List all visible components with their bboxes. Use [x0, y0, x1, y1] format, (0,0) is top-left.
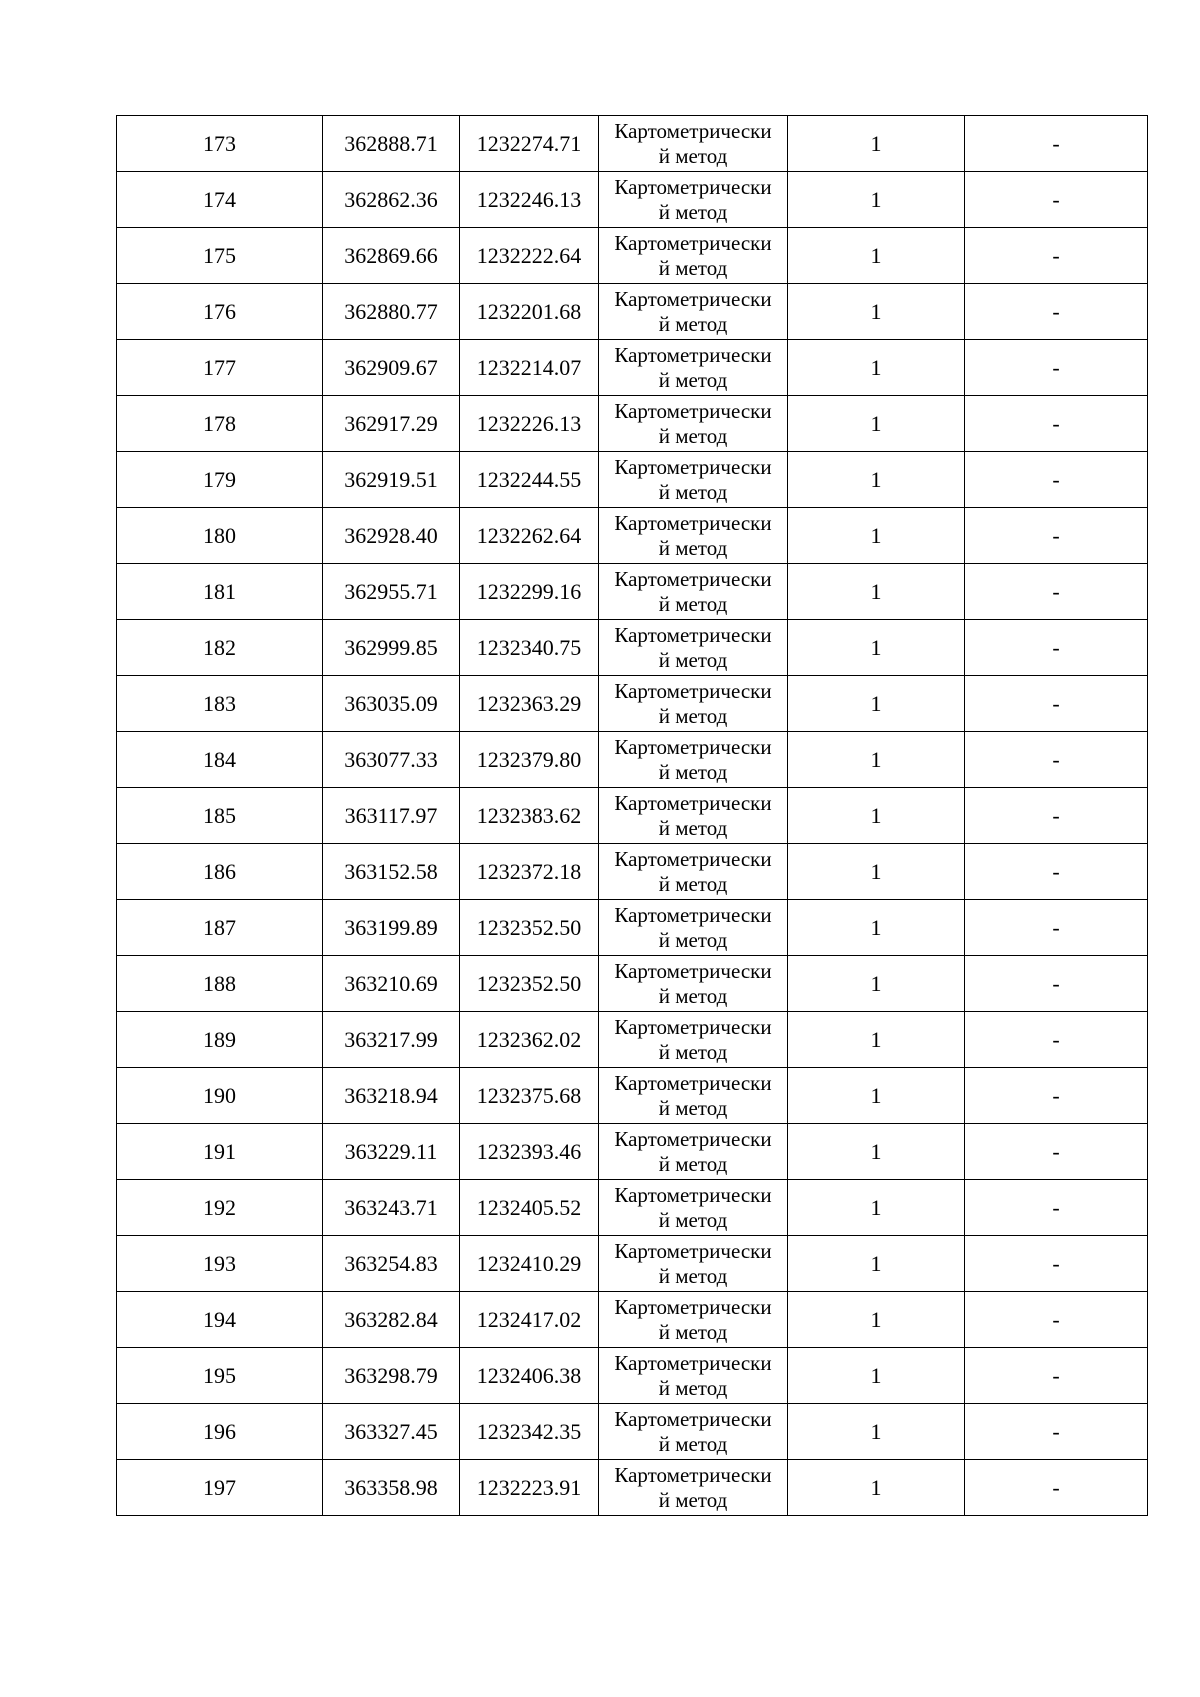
method-text-line-2: й метод [658, 1375, 728, 1400]
table-row [117, 172, 1148, 228]
y-coordinate-cell: 1232262.64 [460, 508, 599, 564]
accuracy-cell: 1 [788, 1292, 965, 1348]
note-cell: - [965, 1292, 1148, 1348]
point-number-cell: 184 [117, 732, 323, 788]
table-row [117, 1460, 1148, 1516]
method-cell [599, 900, 788, 956]
y-coordinate-cell: 1232222.64 [460, 228, 599, 284]
note-cell: - [965, 1180, 1148, 1236]
method-text-line-1: Картометрически [614, 958, 772, 983]
accuracy-cell: 1 [788, 452, 965, 508]
y-coordinate-cell: 1232342.35 [460, 1404, 599, 1460]
method-text-line-1: Картометрически [614, 286, 772, 311]
method-text-line-2: й метод [658, 1431, 728, 1456]
point-number-cell: 185 [117, 788, 323, 844]
y-coordinate-cell: 1232410.29 [460, 1236, 599, 1292]
point-number-cell: 196 [117, 1404, 323, 1460]
table-row [117, 508, 1148, 564]
method-cell [599, 676, 788, 732]
method-text-line-2: й метод [658, 591, 728, 616]
y-coordinate-cell: 1232299.16 [460, 564, 599, 620]
y-coordinate-cell: 1232406.38 [460, 1348, 599, 1404]
method-text-line-2: й метод [658, 1487, 728, 1512]
note-cell: - [965, 564, 1148, 620]
note-cell: - [965, 1348, 1148, 1404]
note-cell: - [965, 1124, 1148, 1180]
method-text-line-1: Картометрически [614, 230, 772, 255]
method-text-line-1: Картометрически [614, 678, 772, 703]
accuracy-cell: 1 [788, 732, 965, 788]
method-cell [599, 956, 788, 1012]
point-number-cell: 189 [117, 1012, 323, 1068]
method-text-line-1: Картометрически [614, 1238, 772, 1263]
point-number-cell: 195 [117, 1348, 323, 1404]
table-row [117, 1068, 1148, 1124]
x-coordinate-cell: 362928.40 [323, 508, 460, 564]
point-number-cell: 173 [117, 116, 323, 172]
y-coordinate-cell: 1232383.62 [460, 788, 599, 844]
point-number-cell: 186 [117, 844, 323, 900]
note-cell: - [965, 788, 1148, 844]
x-coordinate-cell: 363327.45 [323, 1404, 460, 1460]
method-text-line-1: Картометрически [614, 734, 772, 759]
x-coordinate-cell: 363298.79 [323, 1348, 460, 1404]
point-number-cell: 174 [117, 172, 323, 228]
x-coordinate-cell: 363035.09 [323, 676, 460, 732]
method-text-line-1: Картометрически [614, 1182, 772, 1207]
x-coordinate-cell: 362880.77 [323, 284, 460, 340]
x-coordinate-cell: 362888.71 [323, 116, 460, 172]
point-number-cell: 179 [117, 452, 323, 508]
coordinates-table [116, 115, 1148, 1516]
method-cell [599, 284, 788, 340]
method-text-line-1: Картометрически [614, 622, 772, 647]
note-cell: - [965, 900, 1148, 956]
x-coordinate-cell: 362917.29 [323, 396, 460, 452]
x-coordinate-cell: 363229.11 [323, 1124, 460, 1180]
note-cell: - [965, 396, 1148, 452]
method-text-line-1: Картометрически [614, 846, 772, 871]
point-number-cell: 180 [117, 508, 323, 564]
method-cell [599, 508, 788, 564]
coordinates-table-body [117, 116, 1148, 1516]
table-row [117, 1404, 1148, 1460]
method-cell [599, 1124, 788, 1180]
method-text-line-2: й метод [658, 1039, 728, 1064]
note-cell: - [965, 284, 1148, 340]
method-text-line-2: й метод [658, 983, 728, 1008]
method-text-line-1: Картометрически [614, 454, 772, 479]
note-cell: - [965, 508, 1148, 564]
note-cell: - [965, 620, 1148, 676]
accuracy-cell: 1 [788, 1236, 965, 1292]
accuracy-cell: 1 [788, 508, 965, 564]
y-coordinate-cell: 1232393.46 [460, 1124, 599, 1180]
table-row [117, 732, 1148, 788]
point-number-cell: 193 [117, 1236, 323, 1292]
accuracy-cell: 1 [788, 844, 965, 900]
point-number-cell: 176 [117, 284, 323, 340]
method-text-line-2: й метод [658, 1263, 728, 1288]
method-cell [599, 228, 788, 284]
y-coordinate-cell: 1232244.55 [460, 452, 599, 508]
note-cell: - [965, 228, 1148, 284]
table-row [117, 788, 1148, 844]
x-coordinate-cell: 363117.97 [323, 788, 460, 844]
accuracy-cell: 1 [788, 676, 965, 732]
method-cell [599, 1180, 788, 1236]
method-text-line-1: Картометрически [614, 118, 772, 143]
x-coordinate-cell: 363210.69 [323, 956, 460, 1012]
x-coordinate-cell: 362909.67 [323, 340, 460, 396]
method-text-line-1: Картометрически [614, 1350, 772, 1375]
method-text-line-2: й метод [658, 927, 728, 952]
method-text-line-2: й метод [658, 1207, 728, 1232]
x-coordinate-cell: 362919.51 [323, 452, 460, 508]
method-cell [599, 788, 788, 844]
method-cell [599, 172, 788, 228]
note-cell: - [965, 732, 1148, 788]
y-coordinate-cell: 1232362.02 [460, 1012, 599, 1068]
accuracy-cell: 1 [788, 396, 965, 452]
note-cell: - [965, 1068, 1148, 1124]
y-coordinate-cell: 1232379.80 [460, 732, 599, 788]
method-cell [599, 1348, 788, 1404]
accuracy-cell: 1 [788, 284, 965, 340]
point-number-cell: 181 [117, 564, 323, 620]
y-coordinate-cell: 1232214.07 [460, 340, 599, 396]
method-cell [599, 1012, 788, 1068]
x-coordinate-cell: 362999.85 [323, 620, 460, 676]
point-number-cell: 178 [117, 396, 323, 452]
table-row [117, 956, 1148, 1012]
accuracy-cell: 1 [788, 900, 965, 956]
table-row [117, 396, 1148, 452]
x-coordinate-cell: 363199.89 [323, 900, 460, 956]
method-cell [599, 396, 788, 452]
method-text-line-1: Картометрически [614, 510, 772, 535]
note-cell: - [965, 1460, 1148, 1516]
accuracy-cell: 1 [788, 1404, 965, 1460]
method-text-line-2: й метод [658, 255, 728, 280]
method-text-line-2: й метод [658, 1319, 728, 1344]
method-cell [599, 1404, 788, 1460]
x-coordinate-cell: 363152.58 [323, 844, 460, 900]
table-row [117, 116, 1148, 172]
x-coordinate-cell: 363218.94 [323, 1068, 460, 1124]
point-number-cell: 183 [117, 676, 323, 732]
method-text-line-1: Картометрически [614, 902, 772, 927]
x-coordinate-cell: 362869.66 [323, 228, 460, 284]
method-text-line-2: й метод [658, 311, 728, 336]
accuracy-cell: 1 [788, 172, 965, 228]
accuracy-cell: 1 [788, 1180, 965, 1236]
method-cell [599, 620, 788, 676]
table-row [117, 228, 1148, 284]
accuracy-cell: 1 [788, 1124, 965, 1180]
method-text-line-1: Картометрически [614, 1294, 772, 1319]
table-row [117, 620, 1148, 676]
method-text-line-2: й метод [658, 647, 728, 672]
y-coordinate-cell: 1232363.29 [460, 676, 599, 732]
method-cell [599, 1236, 788, 1292]
point-number-cell: 194 [117, 1292, 323, 1348]
table-row [117, 1012, 1148, 1068]
x-coordinate-cell: 363358.98 [323, 1460, 460, 1516]
x-coordinate-cell: 363243.71 [323, 1180, 460, 1236]
y-coordinate-cell: 1232375.68 [460, 1068, 599, 1124]
x-coordinate-cell: 363282.84 [323, 1292, 460, 1348]
y-coordinate-cell: 1232223.91 [460, 1460, 599, 1516]
x-coordinate-cell: 363077.33 [323, 732, 460, 788]
method-cell [599, 452, 788, 508]
note-cell: - [965, 1404, 1148, 1460]
point-number-cell: 182 [117, 620, 323, 676]
accuracy-cell: 1 [788, 1012, 965, 1068]
method-text-line-2: й метод [658, 703, 728, 728]
y-coordinate-cell: 1232372.18 [460, 844, 599, 900]
table-row [117, 1124, 1148, 1180]
point-number-cell: 192 [117, 1180, 323, 1236]
y-coordinate-cell: 1232405.52 [460, 1180, 599, 1236]
note-cell: - [965, 1012, 1148, 1068]
y-coordinate-cell: 1232352.50 [460, 900, 599, 956]
y-coordinate-cell: 1232246.13 [460, 172, 599, 228]
y-coordinate-cell: 1232226.13 [460, 396, 599, 452]
accuracy-cell: 1 [788, 620, 965, 676]
method-text-line-2: й метод [658, 199, 728, 224]
table-row [117, 452, 1148, 508]
method-cell [599, 116, 788, 172]
method-text-line-2: й метод [658, 871, 728, 896]
method-text-line-2: й метод [658, 815, 728, 840]
accuracy-cell: 1 [788, 116, 965, 172]
method-cell [599, 1292, 788, 1348]
accuracy-cell: 1 [788, 340, 965, 396]
method-cell [599, 564, 788, 620]
method-cell [599, 1068, 788, 1124]
point-number-cell: 187 [117, 900, 323, 956]
table-row [117, 1180, 1148, 1236]
method-text-line-1: Картометрически [614, 398, 772, 423]
method-text-line-1: Картометрически [614, 1014, 772, 1039]
y-coordinate-cell: 1232352.50 [460, 956, 599, 1012]
method-text-line-1: Картометрически [614, 1070, 772, 1095]
table-row [117, 900, 1148, 956]
x-coordinate-cell: 362862.36 [323, 172, 460, 228]
note-cell: - [965, 1236, 1148, 1292]
y-coordinate-cell: 1232201.68 [460, 284, 599, 340]
x-coordinate-cell: 362955.71 [323, 564, 460, 620]
note-cell: - [965, 844, 1148, 900]
method-cell [599, 340, 788, 396]
note-cell: - [965, 116, 1148, 172]
method-text-line-1: Картометрически [614, 1126, 772, 1151]
accuracy-cell: 1 [788, 1068, 965, 1124]
method-text-line-1: Картометрически [614, 342, 772, 367]
y-coordinate-cell: 1232340.75 [460, 620, 599, 676]
note-cell: - [965, 340, 1148, 396]
method-text-line-2: й метод [658, 479, 728, 504]
table-row [117, 1292, 1148, 1348]
accuracy-cell: 1 [788, 564, 965, 620]
point-number-cell: 177 [117, 340, 323, 396]
accuracy-cell: 1 [788, 788, 965, 844]
note-cell: - [965, 172, 1148, 228]
method-text-line-1: Картометрически [614, 1406, 772, 1431]
accuracy-cell: 1 [788, 956, 965, 1012]
table-row [117, 1236, 1148, 1292]
point-number-cell: 190 [117, 1068, 323, 1124]
method-text-line-2: й метод [658, 423, 728, 448]
table-row [117, 1348, 1148, 1404]
note-cell: - [965, 676, 1148, 732]
method-text-line-2: й метод [658, 367, 728, 392]
accuracy-cell: 1 [788, 1348, 965, 1404]
table-row [117, 284, 1148, 340]
table-row [117, 676, 1148, 732]
method-text-line-2: й метод [658, 1151, 728, 1176]
method-text-line-1: Картометрически [614, 174, 772, 199]
method-text-line-2: й метод [658, 143, 728, 168]
method-cell [599, 844, 788, 900]
accuracy-cell: 1 [788, 1460, 965, 1516]
note-cell: - [965, 956, 1148, 1012]
method-text-line-2: й метод [658, 1095, 728, 1120]
point-number-cell: 197 [117, 1460, 323, 1516]
table-row [117, 564, 1148, 620]
method-text-line-1: Картометрически [614, 1462, 772, 1487]
table-row [117, 844, 1148, 900]
x-coordinate-cell: 363254.83 [323, 1236, 460, 1292]
note-cell: - [965, 452, 1148, 508]
method-text-line-2: й метод [658, 759, 728, 784]
point-number-cell: 175 [117, 228, 323, 284]
method-text-line-1: Картометрически [614, 790, 772, 815]
y-coordinate-cell: 1232417.02 [460, 1292, 599, 1348]
point-number-cell: 191 [117, 1124, 323, 1180]
accuracy-cell: 1 [788, 228, 965, 284]
method-cell [599, 1460, 788, 1516]
method-text-line-1: Картометрически [614, 566, 772, 591]
x-coordinate-cell: 363217.99 [323, 1012, 460, 1068]
table-row [117, 340, 1148, 396]
y-coordinate-cell: 1232274.71 [460, 116, 599, 172]
point-number-cell: 188 [117, 956, 323, 1012]
method-text-line-2: й метод [658, 535, 728, 560]
method-cell [599, 732, 788, 788]
